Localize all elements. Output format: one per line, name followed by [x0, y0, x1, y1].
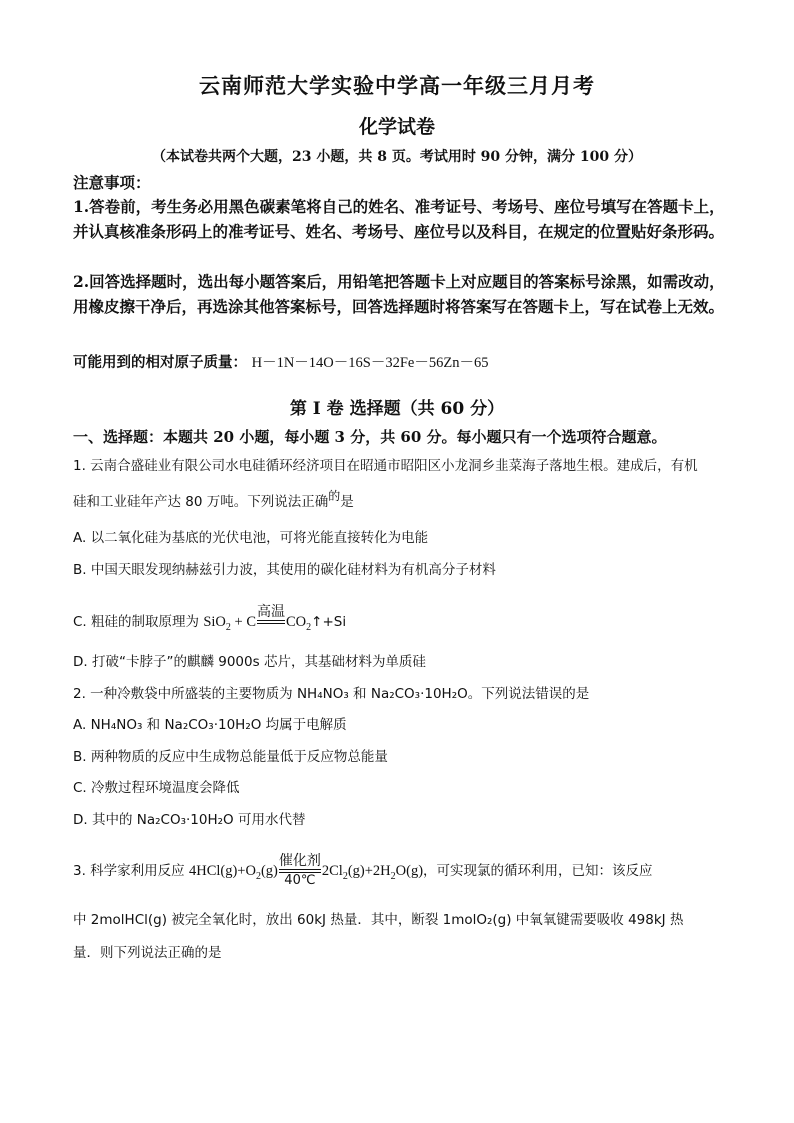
q3-temperature-label: 40℃: [284, 873, 316, 888]
up-arrow-icon: ↑: [311, 614, 323, 630]
q1-reaction-condition: [257, 604, 285, 640]
q2-option-b: B. 两种物质的反应中生成物总能量低于反应物总能量: [73, 749, 388, 765]
atomic-mass-line: [73, 350, 725, 376]
section-instruction: 一、选择题：本题共 20 小题，每小题 3 分，共 60 分。每小题只有一个选项符合题意。: [73, 428, 667, 446]
q1-stem-end: 是: [340, 494, 354, 510]
q3-catalyst-label: 催化剂: [278, 853, 321, 869]
q3-stem-line2: 中 2molHCl(g) 被完全氧化时，放出 60kJ 热量．其中，断裂 1molO₂(g) 中氧氧键需要吸收 498kJ 热: [73, 912, 684, 928]
notice-item-2: 2.回答选择题时，选出每小题答案后，用铅笔把答题卡上对应题目的答案标号涂黑，如需改动，用橡皮擦干净后，再选涂其他答案标号，回答选择题时将答案写在答题卡上，写在试卷上无效。: [73, 272, 725, 316]
exam-title: 云南师范大学实验中学高一年级三月月考: [199, 73, 595, 98]
q3-stem-text: 3. 科学家利用反应: [73, 863, 189, 879]
q2-option-d: D. 其中的 Na₂CO₃·10H₂O 可用水代替: [73, 812, 306, 828]
q2-stem: 2. 一种冷敷袋中所盛装的主要物质为 NH₄NO₃ 和 Na₂CO₃·10H₂O。下列说法错误的是: [73, 686, 590, 702]
q2-option-c: C. 冷敷过程环境温度会降低: [73, 780, 240, 796]
q1-stem-small-char: 的: [328, 489, 341, 503]
q3-reaction-condition: [279, 853, 321, 889]
q3-products: $2Cl_2(g)+2H_2O(g)$: [321, 863, 424, 882]
q1-stem-text: 硅和工业硅年产达 80 万吨。下列说法正确: [73, 494, 329, 510]
q1-condition-label: 高温: [257, 604, 285, 620]
q3-stem-line3: 量．则下列说法正确的是: [73, 945, 222, 961]
q1-stem-line1: 1. 云南合盛硅业有限公司水电硅循环经济项目在昭通市昭阳区小龙洞乡韭菜海子落地生根。建成后，有机: [73, 458, 698, 474]
q3-stem-end: ，可实现氯的循环利用，已知：该反应: [423, 863, 653, 879]
q1-option-d: D. 打破“卡脖子”的麒麟 9000s 芯片，其基础材料为单质硅: [73, 654, 426, 670]
q1-option-b: B. 中国天眼发现纳赫兹引力波，其使用的碳化硅材料为有机高分子材料: [73, 562, 496, 578]
atomic-mass-label: 可能用到的相对原子质量：: [73, 354, 247, 371]
q1-stem-line2: [73, 491, 727, 513]
notice-item-1: 1.答卷前，考生务必用黑色碳素笔将自己的姓名、准考证号、考场号、座位号填写在答题卡上，并认真核准条形码上的准考证号、姓名、考场号、座位号以及科目，在规定的位置贴好条形码。: [73, 197, 725, 241]
q1-option-c-reactants: SiO$_2$ + C: [203, 614, 256, 633]
q1-option-c: [73, 604, 727, 640]
exam-subject: 化学试卷: [358, 116, 435, 138]
atomic-mass-values: H－1N－14O－16S－32Fe－56Zn－65: [251, 355, 489, 371]
q3-stem-line1: [73, 853, 727, 889]
q1-option-a: A. 以二氧化硅为基底的光伏电池，可将光能直接转化为电能: [73, 530, 429, 546]
notice-heading: 注意事项：: [73, 173, 151, 192]
section-title: 第 I 卷 选择题（共 60 分）: [289, 399, 505, 419]
q3-reactants: $4HCl(g)+O_2(g)$: [188, 863, 278, 882]
q2-option-a: A. NH₄NO₃ 和 Na₂CO₃·10H₂O 均属于电解质: [73, 717, 347, 733]
exam-info: （本试卷共两个大题，23 小题，共 8 页。考试用时 90 分钟，满分 100 分）: [151, 149, 643, 165]
q1-option-c-end: +Si: [322, 614, 347, 630]
q1-option-c-text: C. 粗硅的制取原理为: [73, 614, 204, 630]
q1-option-c-products: $CO_2$: [286, 614, 312, 633]
